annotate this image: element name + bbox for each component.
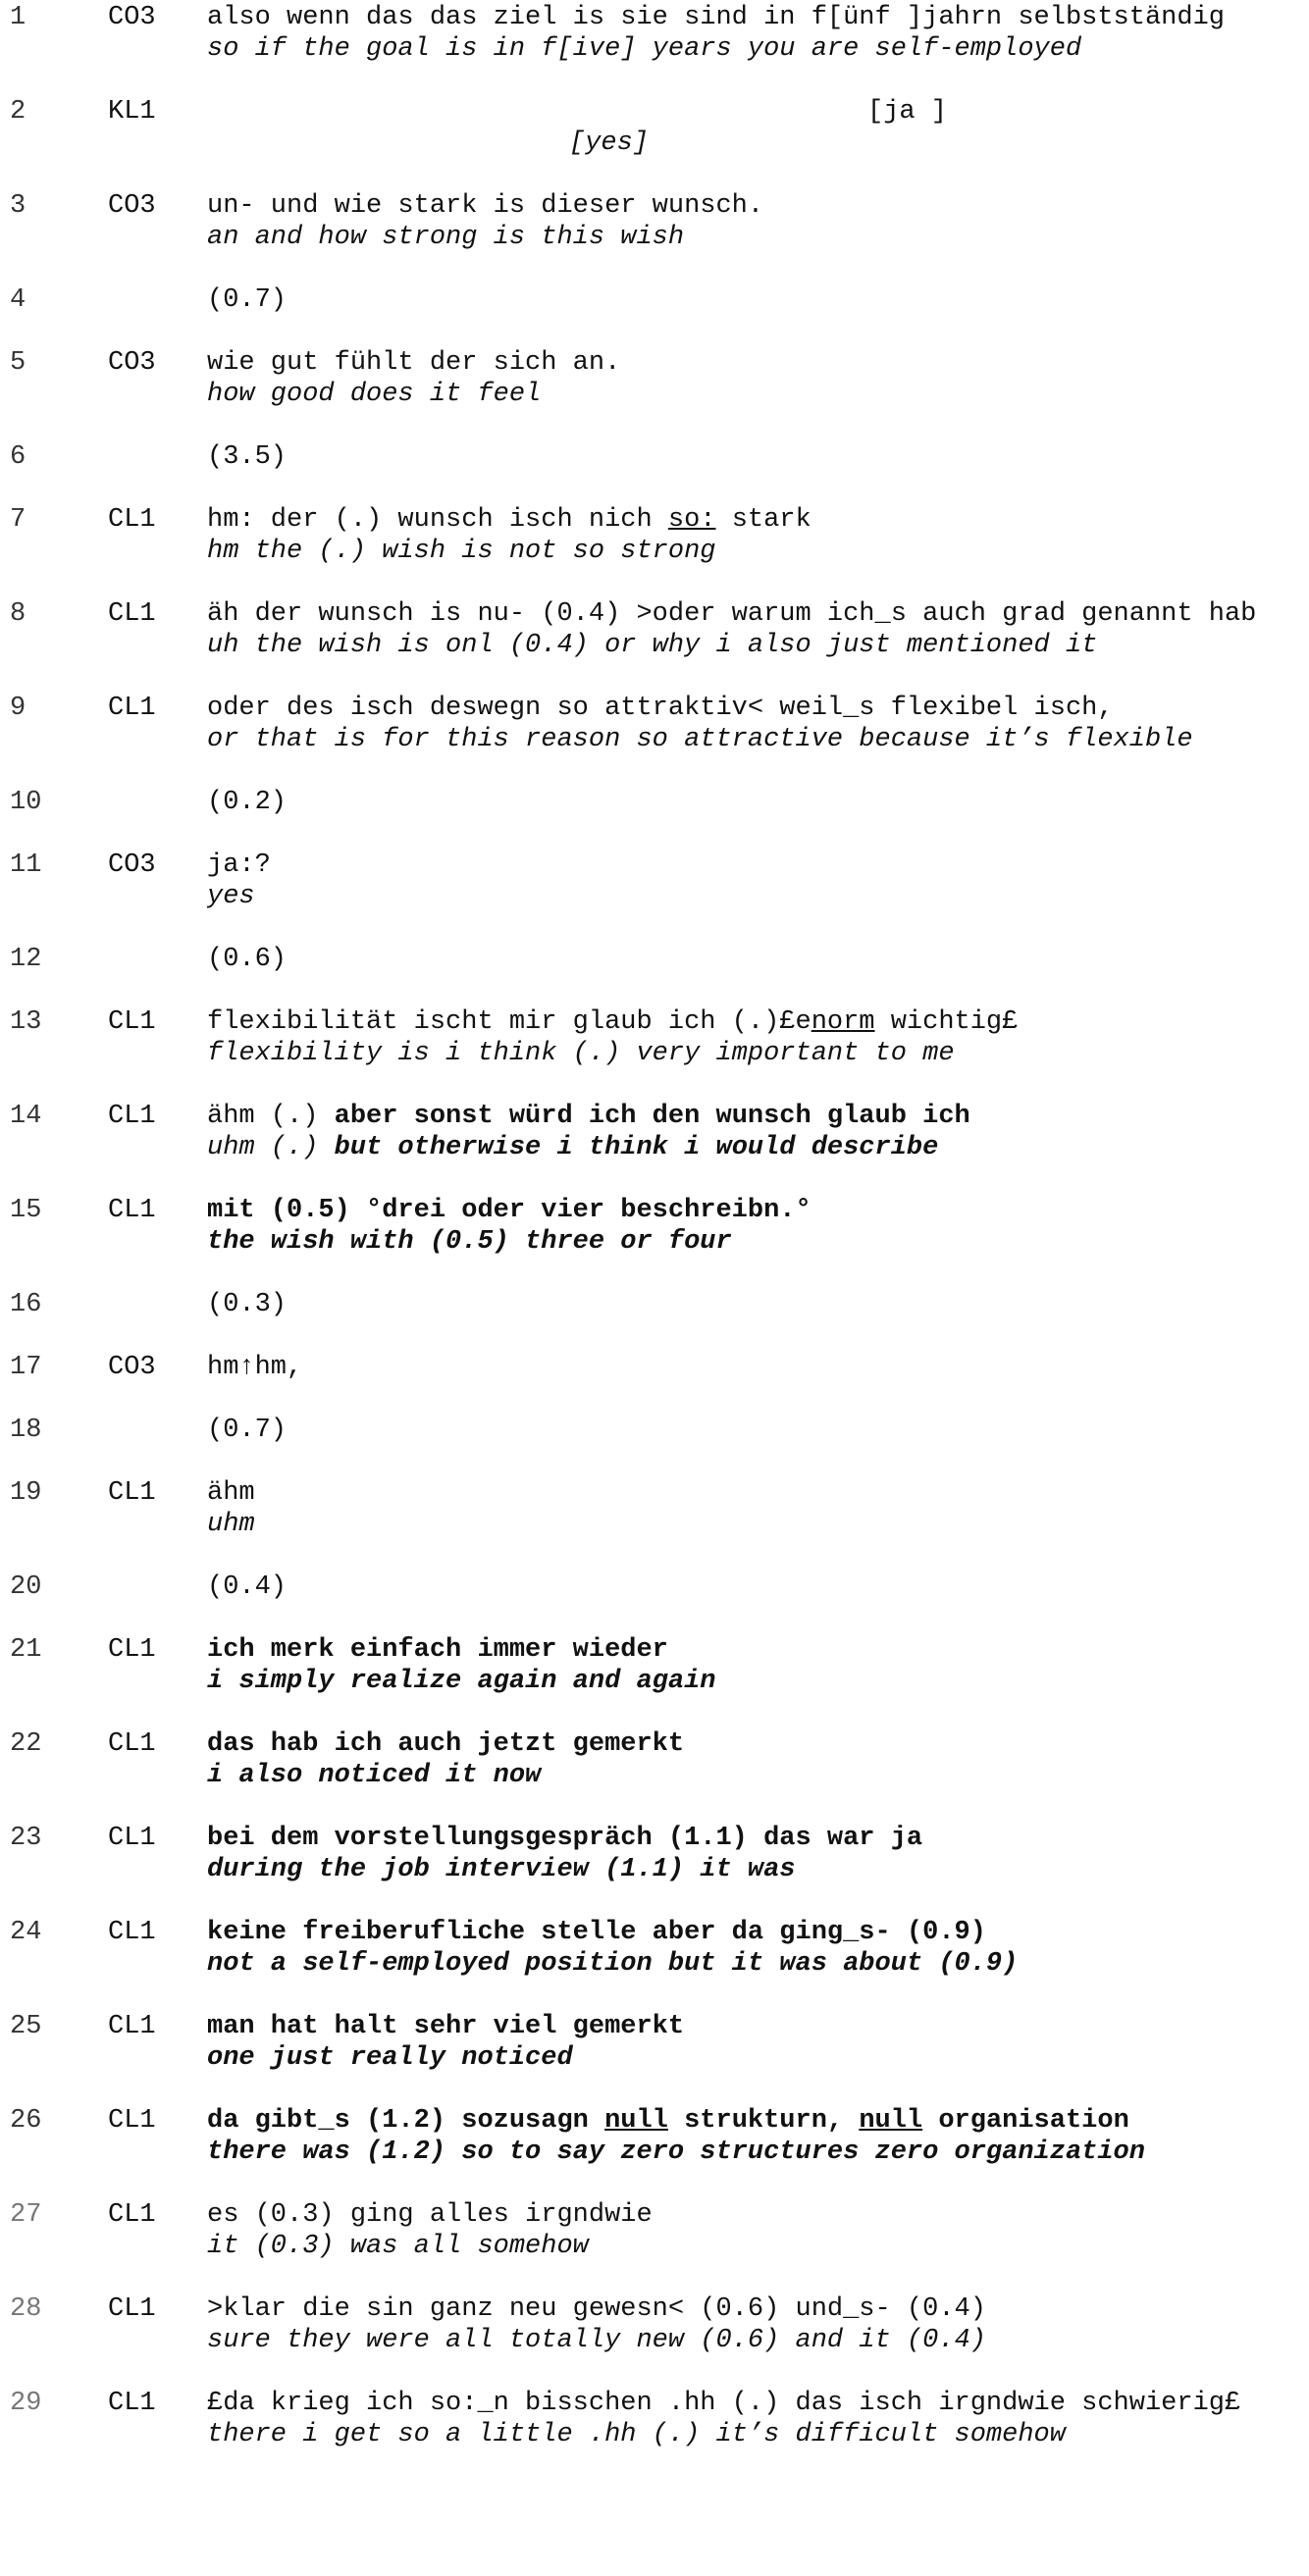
original-utterance: hm↑hm,	[207, 1353, 303, 1382]
speaker-label: CL1	[108, 1729, 156, 1759]
translation: the wish with (0.5) three or four	[207, 1227, 732, 1257]
line-number: 3	[10, 191, 26, 221]
original-utterance: das hab ich auch jetzt gemerkt	[207, 1729, 685, 1759]
utterance-segment: ähm (.)	[207, 1102, 335, 1131]
line-number: 27	[10, 2200, 42, 2230]
pause: (0.6)	[207, 945, 288, 974]
line-number: 22	[10, 1729, 42, 1759]
original-utterance: also wenn das das ziel is sie sind in f[ünf ]jahrn selbstständig	[207, 3, 1225, 32]
utterance-segment: stark	[715, 505, 812, 535]
original-utterance: es (0.3) ging alles irgndwie	[207, 2200, 653, 2230]
speaker-label: CL1	[108, 694, 156, 723]
translation: one just really noticed	[207, 2043, 573, 2073]
speaker-label: KL1	[108, 97, 156, 127]
speaker-label: CL1	[108, 1102, 156, 1131]
speaker-label: CO3	[108, 1353, 156, 1382]
original-utterance: £da krieg ich so:_n bisschen .hh (.) das isch irgndwie schwierig£	[207, 2389, 1241, 2418]
line-number: 26	[10, 2106, 42, 2136]
utterance-segment: wichtig£	[874, 1007, 1019, 1037]
emphasized-segment: null	[604, 2106, 668, 2136]
speaker-label: CL1	[108, 1007, 156, 1037]
translation: during the job interview (1.1) it was	[207, 1855, 796, 1884]
translation: hm the (.) wish is not so strong	[207, 537, 716, 566]
line-number: 10	[10, 788, 42, 817]
translation: i simply realize again and again	[207, 1667, 716, 1696]
line-number: 24	[10, 1918, 42, 1947]
original-utterance: wie gut fühlt der sich an.	[207, 348, 621, 378]
line-number: 13	[10, 1007, 42, 1037]
line-number: 21	[10, 1635, 42, 1665]
utterance-segment: da gibt_s (1.2) sozusagn	[207, 2106, 605, 2136]
translation: i also noticed it now	[207, 1761, 542, 1790]
line-number: 8	[10, 599, 26, 629]
line-number: 7	[10, 505, 26, 535]
translation	[207, 1132, 938, 1163]
speaker-label: CO3	[108, 348, 156, 378]
line-number: 29	[10, 2389, 42, 2418]
translation: it (0.3) was all somehow	[207, 2232, 589, 2261]
original-utterance	[207, 504, 812, 536]
line-number: 6	[10, 442, 26, 472]
translation: sure they were all totally new (0.6) and it (0.4)	[207, 2326, 986, 2355]
transcript-line	[0, 2388, 1309, 2576]
line-number: 23	[10, 1824, 42, 1853]
translation: uh the wish is onl (0.4) or why i also just mentioned it	[207, 631, 1098, 660]
utterance-segment: strukturn,	[667, 2106, 860, 2136]
speaker-label: CL1	[108, 1196, 156, 1225]
pause: (0.4)	[207, 1572, 288, 1602]
speaker-label: CL1	[108, 2200, 156, 2230]
speaker-label: CL1	[108, 1478, 156, 1508]
pause: (0.3)	[207, 1290, 288, 1319]
original-utterance: un- und wie stark is dieser wunsch.	[207, 191, 764, 221]
translation-segment: uhm (.)	[207, 1133, 335, 1162]
translation: or that is for this reason so attractive because it’s flexible	[207, 725, 1193, 754]
utterance-segment: flexibilität ischt mir glaub ich (.)£e	[207, 1007, 812, 1037]
translation: so if the goal is in f[ive] years you are self-employed	[207, 34, 1082, 64]
translation: there i get so a little .hh (.) it’s difficult somehow	[207, 2420, 1066, 2449]
line-number: 5	[10, 348, 26, 378]
line-number: 28	[10, 2294, 42, 2324]
original-utterance: mit (0.5) °drei oder vier beschreibn.°	[207, 1196, 812, 1225]
translation: flexibility is i think (.) very important to me	[207, 1039, 955, 1068]
emphasized-segment: null	[859, 2106, 923, 2136]
line-number: 11	[10, 850, 42, 880]
line-number: 4	[10, 285, 26, 315]
line-number: 18	[10, 1416, 42, 1445]
original-utterance: bei dem vorstellungsgespräch (1.1) das war ja	[207, 1824, 923, 1853]
translation: [yes]	[569, 129, 650, 158]
translation: uhm	[207, 1510, 255, 1539]
emphasized-segment: so:	[667, 505, 716, 535]
original-utterance: ähm	[207, 1478, 255, 1508]
translation: there was (1.2) so to say zero structures zero organization	[207, 2138, 1145, 2167]
line-number: 25	[10, 2012, 42, 2041]
original-utterance: >klar die sin ganz neu gewesn< (0.6) und_s- (0.4)	[207, 2294, 986, 2324]
original-utterance	[207, 2105, 1129, 2137]
speaker-label: CL1	[108, 1635, 156, 1665]
line-number: 17	[10, 1353, 42, 1382]
speaker-label: CL1	[108, 505, 156, 535]
pause: (0.7)	[207, 1416, 288, 1445]
speaker-label: CO3	[108, 850, 156, 880]
translation: yes	[207, 882, 255, 911]
original-utterance: [ja ]	[867, 97, 948, 127]
line-number: 1	[10, 3, 26, 32]
highlighted-segment: but otherwise i think i would describe	[334, 1133, 939, 1162]
line-number: 14	[10, 1102, 42, 1131]
line-number: 19	[10, 1478, 42, 1508]
speaker-label: CO3	[108, 191, 156, 221]
original-utterance: äh der wunsch is nu- (0.4) >oder warum ich_s auch grad genannt hab	[207, 599, 1257, 629]
line-number: 20	[10, 1572, 42, 1602]
highlighted-segment: aber sonst würd ich den wunsch glaub ich	[334, 1102, 970, 1131]
line-number: 9	[10, 694, 26, 723]
speaker-label: CL1	[108, 599, 156, 629]
original-utterance: oder des isch deswegn so attraktiv< weil_s flexibel isch,	[207, 694, 1114, 723]
speaker-label: CL1	[108, 2389, 156, 2418]
translation: how good does it feel	[207, 380, 542, 409]
line-number: 15	[10, 1196, 42, 1225]
line-number: 12	[10, 945, 42, 974]
pause: (0.2)	[207, 788, 288, 817]
original-utterance: ja:?	[207, 850, 271, 880]
original-utterance: keine freiberufliche stelle aber da ging_s- (0.9)	[207, 1918, 986, 1947]
speaker-label: CL1	[108, 2294, 156, 2324]
original-utterance: ich merk einfach immer wieder	[207, 1635, 668, 1665]
emphasized-segment: norm	[811, 1007, 875, 1037]
translation: not a self-employed position but it was about (0.9)	[207, 1949, 1019, 1979]
speaker-label: CL1	[108, 2012, 156, 2041]
original-utterance: man hat halt sehr viel gemerkt	[207, 2012, 685, 2041]
speaker-label: CL1	[108, 2106, 156, 2136]
pause: (0.7)	[207, 285, 288, 315]
speaker-label: CL1	[108, 1824, 156, 1853]
original-utterance	[207, 1101, 970, 1132]
pause: (3.5)	[207, 442, 288, 472]
speaker-label: CO3	[108, 3, 156, 32]
original-utterance	[207, 1006, 1018, 1038]
translation: an and how strong is this wish	[207, 223, 685, 252]
utterance-segment: hm: der (.) wunsch isch nich	[207, 505, 668, 535]
speaker-label: CL1	[108, 1918, 156, 1947]
line-number: 2	[10, 97, 26, 127]
utterance-segment: organisation	[922, 2106, 1129, 2136]
line-number: 16	[10, 1290, 42, 1319]
